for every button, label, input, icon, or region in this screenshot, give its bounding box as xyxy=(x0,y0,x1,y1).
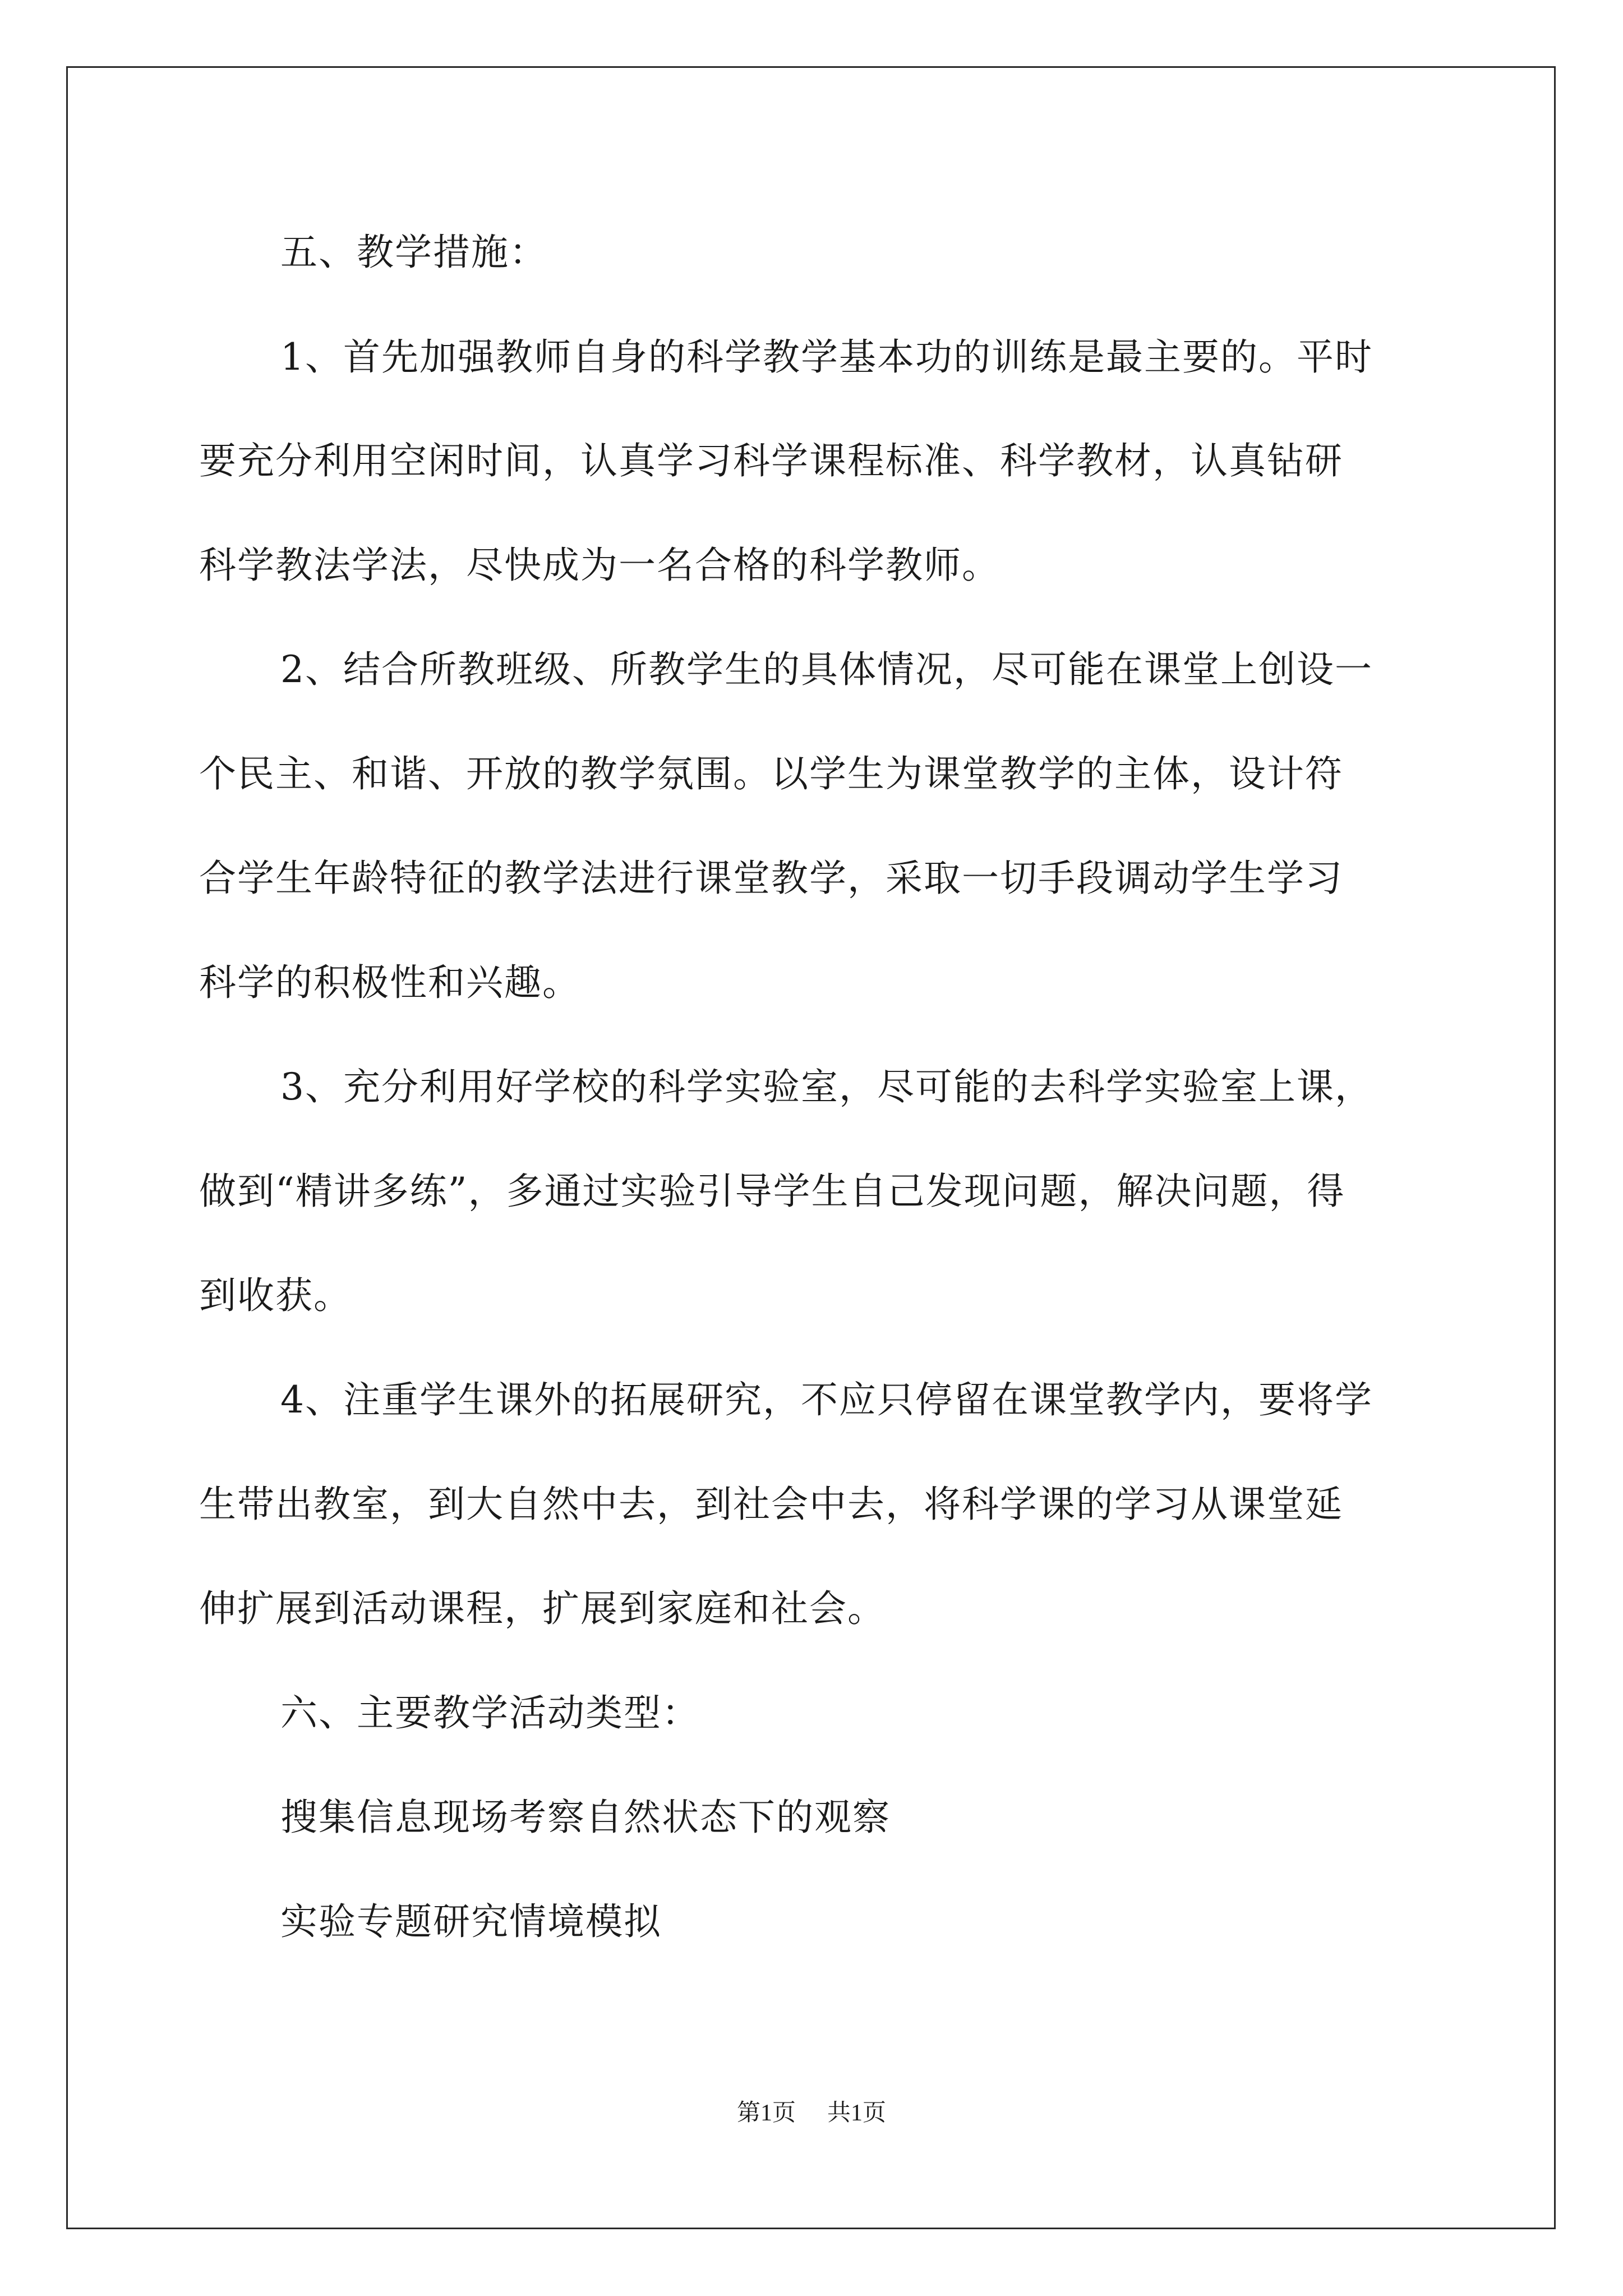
paragraph-1-line-2: 要充分利用空闲时间，认真学习科学课程标准、科学教材，认真钻研 xyxy=(199,439,1343,482)
paragraph-1-line-3: 科学教法学法，尽快成为一名合格的科学教师。 xyxy=(199,544,1000,587)
paragraph-2-line-4: 科学的积极性和兴趣。 xyxy=(199,961,580,1004)
paragraph-4-line-2: 生带出教室，到大自然中去，到社会中去，将科学课的学习从课堂延 xyxy=(199,1483,1343,1526)
paragraph-2-line-1: 2、结合所教班级、所教学生的具体情况，尽可能在课堂上创设一 xyxy=(280,648,1373,691)
activity-list-line-2: 实验专题研究情境模拟 xyxy=(280,1900,662,1943)
paragraph-2-line-3: 合学生年龄特征的教学法进行课堂教学，采取一切手段调动学生学习 xyxy=(199,857,1343,900)
page-footer xyxy=(0,2099,1623,2127)
paragraph-1-line-1: 1、首先加强教师自身的科学教学基本功的训练是最主要的。平时 xyxy=(280,335,1373,379)
section-heading-5: 五、教学措施： xyxy=(280,231,547,274)
paragraph-2-line-2: 个民主、和谐、开放的教学氛围。以学生为课堂教学的主体，设计符 xyxy=(199,752,1343,795)
paragraph-3-line-1: 3、充分利用好学校的科学实验室，尽可能的去科学实验室上课， xyxy=(280,1065,1373,1108)
page-total: 共1页 xyxy=(827,2100,887,2126)
activity-list-line-1: 搜集信息现场考察自然状态下的观察 xyxy=(280,1796,891,1839)
paragraph-3-line-2: 做到“精讲多练”，多通过实验引导学生自己发现问题，解决问题，得 xyxy=(199,1170,1345,1213)
paragraph-4-line-3: 伸扩展到活动课程，扩展到家庭和社会。 xyxy=(199,1587,886,1630)
paragraph-3-line-3: 到收获。 xyxy=(199,1274,352,1317)
page-number: 第1页 xyxy=(736,2100,796,2126)
paragraph-4-line-1: 4、注重学生课外的拓展研究，不应只停留在课堂教学内，要将学 xyxy=(280,1378,1373,1421)
section-heading-6: 六、主要教学活动类型： xyxy=(280,1691,700,1734)
